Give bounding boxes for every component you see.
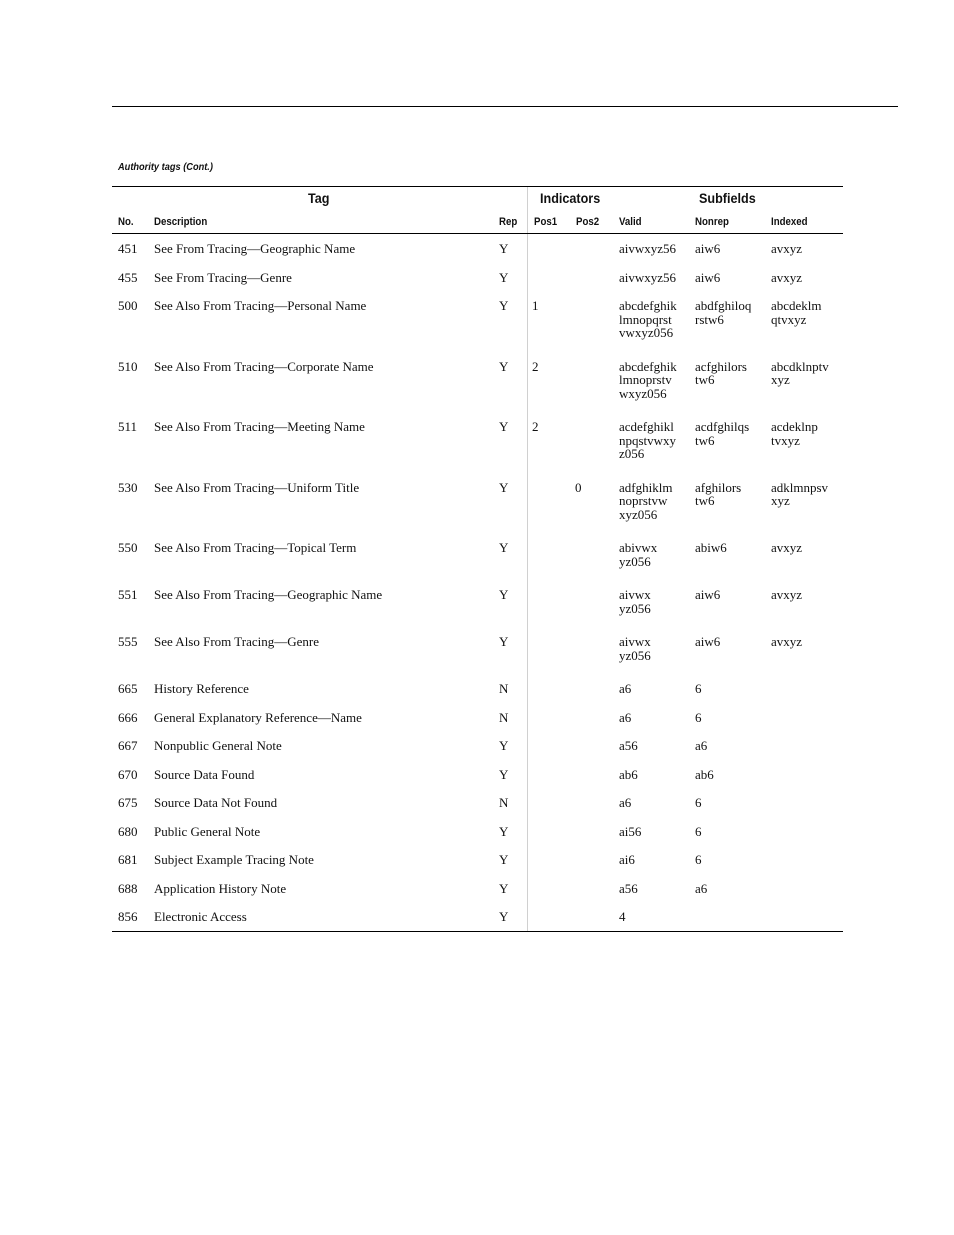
- cell-rep: Y: [499, 419, 509, 434]
- cell-line: acdeklnp: [771, 419, 818, 434]
- cell-line: aivwxyz56: [619, 241, 677, 256]
- cell-pos1: 1: [532, 298, 539, 313]
- cell-description: See Also From Tracing—Geographic Name: [154, 587, 383, 602]
- group-tag: Tag: [308, 190, 330, 206]
- cell-line: aivwxyz56: [619, 269, 677, 285]
- cell-line: a6: [619, 709, 632, 725]
- cell-line: tvxyz: [771, 432, 800, 448]
- cell-line: abcdefghik: [619, 358, 677, 374]
- cell-description: See From Tracing—Geographic Name: [154, 241, 356, 256]
- cell-indexed: [771, 635, 802, 649]
- cell-no: 856: [118, 909, 138, 924]
- cell-line: avxyz: [771, 269, 803, 285]
- cell-line: tw6: [695, 493, 715, 508]
- cell-line: lmnopqrst: [619, 311, 672, 327]
- cell-line: aiw6: [695, 634, 721, 649]
- cell-no: 550: [118, 540, 138, 555]
- cell-line: yz056: [619, 647, 651, 663]
- cell-rep: Y: [499, 852, 509, 867]
- header-description: Description: [154, 216, 208, 228]
- cell-description: See Also From Tracing—Corporate Name: [154, 358, 374, 374]
- cell-rep: N: [499, 681, 509, 696]
- table-row: [112, 352, 843, 413]
- column-group-header: [112, 187, 843, 212]
- cell-line: abcdeklm: [771, 298, 822, 313]
- cell-rep: Y: [499, 823, 509, 839]
- cell-valid: [619, 739, 638, 753]
- header-nonrep: Nonrep: [695, 216, 729, 228]
- cell-rep: Y: [499, 241, 509, 256]
- cell-nonrep: [695, 739, 707, 753]
- cell-rep: N: [499, 709, 509, 725]
- cell-line: vwxyz056: [619, 325, 674, 340]
- cell-description: Subject Example Tracing Note: [154, 852, 314, 867]
- table-row: [112, 627, 843, 674]
- cell-nonrep: [695, 299, 751, 326]
- cell-line: acdefghikl: [619, 419, 674, 434]
- table-row: [112, 234, 843, 263]
- cell-line: z056: [619, 446, 645, 461]
- cell-indexed: [771, 481, 828, 508]
- table-caption: Authority tags (Cont.): [118, 161, 213, 173]
- cell-pos2: 0: [575, 479, 582, 495]
- table-row: [112, 580, 843, 627]
- cell-valid: [619, 825, 641, 839]
- cell-line: noprstvw: [619, 493, 668, 508]
- cell-no: 670: [118, 766, 138, 782]
- header-rep: Rep: [499, 216, 518, 228]
- table-row: [112, 703, 843, 732]
- cell-no: 688: [118, 880, 138, 896]
- cell-no: 667: [118, 738, 138, 753]
- cell-line: abivwx: [619, 540, 658, 555]
- cell-line: a6: [619, 681, 632, 696]
- cell-nonrep: [695, 682, 702, 696]
- table-row: [112, 788, 843, 817]
- cell-indexed: [771, 299, 822, 326]
- cell-no: 530: [118, 479, 138, 495]
- cell-nonrep: [695, 825, 702, 839]
- cell-line: aiw6: [695, 587, 721, 602]
- cell-description: History Reference: [154, 681, 249, 696]
- cell-valid: [619, 853, 635, 867]
- cell-line: npqstvwxy: [619, 432, 677, 448]
- table-row: [112, 473, 843, 534]
- cell-rep: Y: [499, 909, 509, 924]
- cell-line: avxyz: [771, 241, 803, 256]
- cell-valid: [619, 588, 651, 615]
- cell-no: 455: [118, 269, 138, 285]
- cell-line: aivwx: [619, 587, 651, 602]
- cell-nonrep: [695, 242, 720, 256]
- cell-line: aivwx: [619, 634, 651, 649]
- table-row: [112, 291, 843, 352]
- cell-nonrep: [695, 711, 702, 725]
- cell-line: acfghilors: [695, 358, 747, 374]
- cell-description: General Explanatory Reference—Name: [154, 709, 362, 725]
- cell-nonrep: [695, 588, 720, 602]
- cell-indexed: [771, 541, 802, 555]
- cell-line: avxyz: [771, 540, 803, 555]
- cell-line: acdfghilqs: [695, 419, 750, 434]
- table-row: [112, 874, 843, 903]
- cell-line: ai56: [619, 823, 642, 839]
- cell-description: Application History Note: [154, 880, 287, 896]
- cell-nonrep: [695, 796, 702, 810]
- table-row: [112, 731, 843, 760]
- cell-valid: [619, 242, 676, 256]
- cell-rep: Y: [499, 479, 509, 495]
- cell-line: yz056: [619, 600, 651, 616]
- cell-line: 6: [695, 709, 702, 725]
- cell-nonrep: [695, 853, 702, 867]
- cell-valid: [619, 481, 672, 522]
- cell-line: ab6: [695, 766, 714, 782]
- cell-line: avxyz: [771, 634, 803, 649]
- cell-line: yz056: [619, 553, 651, 569]
- cell-valid: [619, 635, 651, 662]
- cell-pos1: 2: [532, 358, 539, 374]
- cell-line: abcdklnptv: [771, 358, 829, 374]
- cell-indexed: [771, 420, 818, 447]
- cell-indexed: [771, 588, 802, 602]
- cell-line: abdfghiloq: [695, 298, 752, 313]
- cell-indexed: [771, 271, 802, 285]
- cell-valid: [619, 299, 677, 340]
- cell-rep: Y: [499, 358, 509, 374]
- table-row: [112, 533, 843, 580]
- cell-valid: [619, 768, 638, 782]
- cell-valid: [619, 711, 631, 725]
- cell-line: afghilors: [695, 479, 742, 495]
- cell-line: aiw6: [695, 269, 721, 285]
- cell-line: tw6: [695, 372, 715, 387]
- cell-pos1: 2: [532, 419, 539, 434]
- cell-description: See From Tracing—Genre: [154, 269, 292, 285]
- cell-indexed: [771, 242, 802, 256]
- cell-line: tw6: [695, 432, 715, 448]
- cell-line: 4: [619, 909, 626, 924]
- cell-description: Nonpublic General Note: [154, 738, 282, 753]
- cell-rep: Y: [499, 634, 509, 649]
- cell-line: lmnoprstv: [619, 372, 672, 387]
- cell-line: xyz: [771, 493, 790, 508]
- cell-description: See Also From Tracing—Uniform Title: [154, 479, 360, 495]
- cell-rep: N: [499, 795, 509, 810]
- cell-description: Source Data Not Found: [154, 795, 278, 810]
- table-row: [112, 845, 843, 874]
- cell-valid: [619, 541, 657, 568]
- cell-rep: Y: [499, 269, 509, 285]
- cell-line: wxyz056: [619, 385, 667, 401]
- cell-description: See Also From Tracing—Personal Name: [154, 298, 367, 313]
- table-row: [112, 902, 843, 931]
- table-row: [112, 412, 843, 473]
- cell-line: a6: [695, 880, 708, 896]
- cell-valid: [619, 882, 638, 896]
- cell-valid: [619, 271, 676, 285]
- cell-no: 680: [118, 823, 138, 839]
- cell-line: xyz056: [619, 506, 658, 522]
- cell-description: See Also From Tracing—Meeting Name: [154, 419, 365, 434]
- header-pos2: Pos2: [576, 216, 600, 228]
- cell-no: 555: [118, 634, 138, 649]
- cell-rep: Y: [499, 738, 509, 753]
- table-row: [112, 817, 843, 846]
- cell-line: adfghiklm: [619, 479, 673, 495]
- header-no: No.: [118, 216, 134, 228]
- cell-nonrep: [695, 882, 707, 896]
- table-row: [112, 263, 843, 292]
- cell-line: a6: [695, 738, 708, 753]
- group-subfields: Subfields: [699, 190, 756, 206]
- header-indexed: Indexed: [771, 216, 808, 228]
- cell-line: 6: [695, 795, 702, 810]
- table-row: [112, 760, 843, 789]
- table-row: [112, 674, 843, 703]
- cell-line: 6: [695, 681, 702, 696]
- cell-line: abiw6: [695, 540, 727, 555]
- cell-description: See Also From Tracing—Genre: [154, 634, 320, 649]
- cell-description: Electronic Access: [154, 909, 247, 924]
- cell-nonrep: [695, 481, 741, 508]
- header-rule: [112, 106, 898, 107]
- cell-line: adklmnpsv: [771, 479, 829, 495]
- table-body: [112, 234, 843, 931]
- cell-indexed: [771, 360, 829, 387]
- cell-valid: [619, 420, 676, 461]
- cell-description: See Also From Tracing—Topical Term: [154, 540, 357, 555]
- cell-nonrep: [695, 541, 727, 555]
- cell-line: 6: [695, 823, 702, 839]
- group-indicators: Indicators: [540, 190, 601, 206]
- cell-no: 451: [118, 241, 138, 256]
- cell-description: Source Data Found: [154, 766, 255, 782]
- cell-line: avxyz: [771, 587, 803, 602]
- cell-no: 681: [118, 852, 138, 867]
- cell-rep: Y: [499, 880, 509, 896]
- column-header-row: [112, 212, 843, 234]
- cell-valid: [619, 360, 677, 401]
- cell-no: 675: [118, 795, 138, 810]
- cell-nonrep: [695, 420, 749, 447]
- cell-no: 510: [118, 358, 138, 374]
- cell-no: 666: [118, 709, 138, 725]
- authority-tags-table: [112, 186, 843, 932]
- cell-line: a56: [619, 738, 638, 753]
- cell-line: rstw6: [695, 311, 724, 327]
- cell-line: a6: [619, 795, 632, 810]
- cell-no: 511: [118, 419, 138, 434]
- cell-valid: [619, 910, 626, 924]
- cell-nonrep: [695, 768, 714, 782]
- cell-line: qtvxyz: [771, 311, 807, 327]
- cell-line: abcdefghik: [619, 298, 677, 313]
- cell-rep: Y: [499, 587, 509, 602]
- cell-line: a56: [619, 880, 638, 896]
- cell-line: ab6: [619, 766, 638, 782]
- cell-nonrep: [695, 635, 720, 649]
- cell-line: ai6: [619, 852, 635, 867]
- cell-line: 6: [695, 852, 702, 867]
- cell-valid: [619, 682, 631, 696]
- cell-line: aiw6: [695, 241, 721, 256]
- header-pos1: Pos1: [534, 216, 558, 228]
- cell-no: 500: [118, 298, 138, 313]
- cell-line: xyz: [771, 372, 790, 387]
- cell-nonrep: [695, 360, 747, 387]
- cell-nonrep: [695, 271, 720, 285]
- cell-valid: [619, 796, 631, 810]
- cell-rep: Y: [499, 540, 509, 555]
- header-valid: Valid: [619, 216, 642, 228]
- cell-no: 551: [118, 587, 138, 602]
- cell-no: 665: [118, 681, 138, 696]
- cell-rep: Y: [499, 766, 509, 782]
- cell-description: Public General Note: [154, 823, 261, 839]
- cell-rep: Y: [499, 298, 509, 313]
